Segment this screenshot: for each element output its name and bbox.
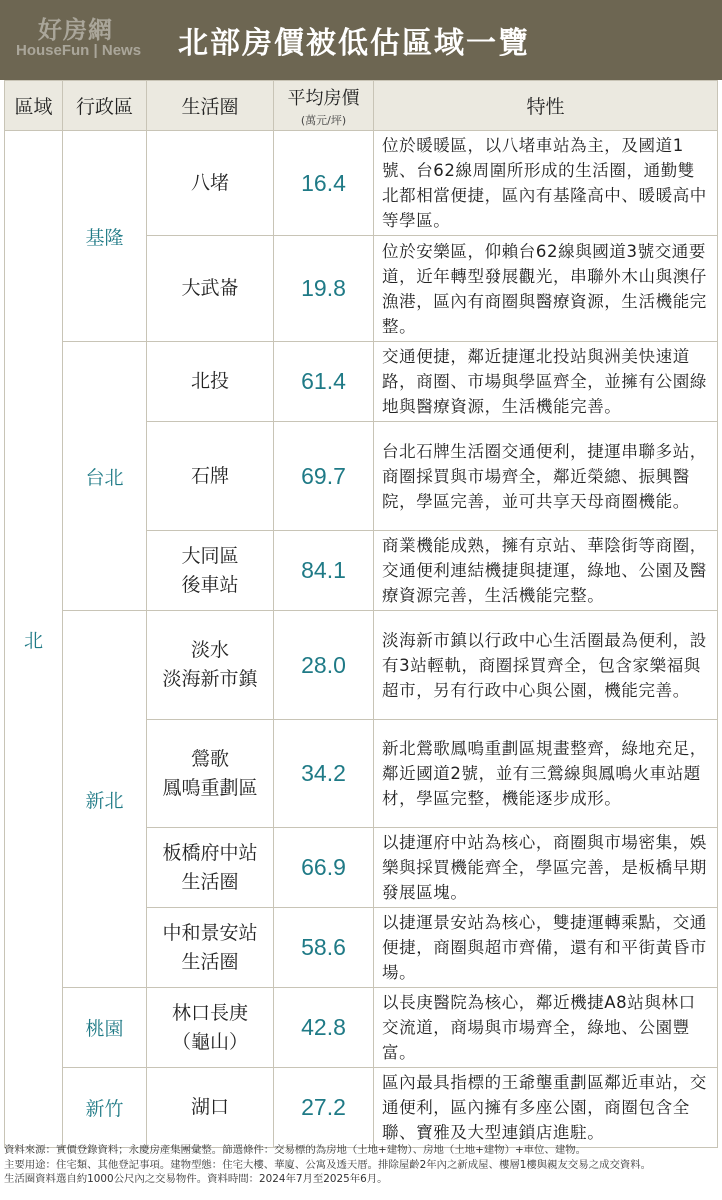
area-cell [147, 908, 274, 988]
area-line-1: 林口長庚 [171, 1001, 248, 1024]
features-cell: 以長庚醫院為核心，鄰近機捷A8站與林口交流道，商場與市場齊全，綠地、公園豐富。 [374, 988, 718, 1068]
area-line-1: 中和景安站 [162, 921, 258, 944]
district-cell-taoyuan: 桃園 [63, 988, 147, 1068]
features-cell: 區內最具指標的王爺壟重劃區鄰近車站，交通便利，區內擁有多座公園，商圈包含全聯、寶雅及大型連鎖店進駐。 [374, 1068, 718, 1148]
region-cell: 北 [5, 131, 63, 1148]
logo-chinese-text: 好房網 [38, 16, 113, 44]
price-cell: 16.4 [274, 131, 374, 236]
district-cell-keelung: 基隆 [63, 131, 147, 342]
price-cell: 19.8 [274, 236, 374, 342]
column-header-area: 生活圈 [147, 81, 274, 131]
page-title: 北部房價被低估區域一覽 [178, 26, 530, 61]
area-cell [147, 828, 274, 908]
source-note-line: 主要用途：住宅類、其他登記事項。建物型態：住宅大樓、華廈、公寓及透天厝。排除屋齡2年內之新成屋、樓層1樓與親友交易之成交資料。 [4, 1158, 652, 1171]
area-line-2: （龜山） [171, 1030, 248, 1053]
district-cell-hsinchu: 新竹 [63, 1068, 147, 1148]
table-header-row [5, 81, 718, 131]
price-cell: 58.6 [274, 908, 374, 988]
area-line-2: 淡海新市鎮 [162, 668, 258, 690]
features-cell: 商業機能成熟，擁有京站、華陰街等商圈，交通便利連結機捷與捷運，綠地、公園及醫療資源完善，生活機能完整。 [374, 531, 718, 611]
district-cell-newtaipei: 新北 [63, 611, 147, 988]
area-cell [147, 720, 274, 828]
column-header-district: 行政區 [63, 81, 147, 131]
page-header [0, 0, 722, 80]
area-line-1: 鶯歌 [190, 747, 229, 770]
features-cell: 交通便捷，鄰近捷運北投站與洲美快速道路，商圈、市場與學區齊全，並擁有公園綠地與醫療資源，生活機能完善。 [374, 342, 718, 422]
area-line-1: 板橋府中站 [162, 841, 258, 864]
price-cell: 66.9 [274, 828, 374, 908]
price-cell: 84.1 [274, 531, 374, 611]
price-cell: 27.2 [274, 1068, 374, 1148]
logo-english-text: HouseFun | News [16, 42, 142, 59]
price-cell: 42.8 [274, 988, 374, 1068]
features-cell: 淡海新市鎮以行政中心生活圈最為便利，設有3站輕軌，商圈採買齊全，包含家樂福與超市，另有行政中心與公園，機能完善。 [374, 611, 718, 720]
area-line-2: 生活圈 [181, 870, 239, 893]
source-notes [4, 1143, 718, 1187]
source-note-line: 生活圈資料選自約1000公尺內之交易物件。資料時間：2024年7月至2025年6月。 [4, 1173, 388, 1186]
price-cell: 69.7 [274, 422, 374, 531]
column-header-features: 特性 [374, 81, 718, 131]
area-cell: 八堵 [147, 131, 274, 236]
area-cell: 大武崙 [147, 236, 274, 342]
area-line-2: 後車站 [181, 573, 239, 596]
table-row [5, 131, 718, 236]
district-cell-taipei: 台北 [63, 342, 147, 611]
price-header-label: 平均房價 [287, 87, 360, 109]
area-cell: 石牌 [147, 422, 274, 531]
features-cell: 以捷運景安站為核心，雙捷運轉乘點，交通便捷，商圈與超市齊備，還有和平街黃昏市場。 [374, 908, 718, 988]
area-cell [147, 611, 274, 720]
features-cell: 位於暖暖區，以八堵車站為主，及國道1號、台62線周圍所形成的生活圈，通勤雙北都相當便捷，區內有基隆高中、暖暖高中等學區。 [374, 131, 718, 236]
features-cell: 台北石牌生活圈交通便利，捷運串聯多站，商圈採買與市場齊全，鄰近榮總、振興醫院，學區完善，並可共享天母商圈機能。 [374, 422, 718, 531]
area-cell: 北投 [147, 342, 274, 422]
area-cell [147, 988, 274, 1068]
column-header-region: 區域 [5, 81, 63, 131]
features-cell: 以捷運府中站為核心，商圈與市場密集，娛樂與採買機能齊全，學區完善，是板橋早期發展區塊。 [374, 828, 718, 908]
price-cell: 34.2 [274, 720, 374, 828]
price-header-unit: (萬元/坪) [300, 113, 347, 127]
table-row [5, 988, 718, 1068]
table-row [5, 611, 718, 720]
source-note-line: 資料來源：實價登錄資料；永慶房產集團彙整。篩選條件：交易標的為房地（土地+建物）、房地（土地+建物）+車位、建物。 [4, 1144, 587, 1156]
housefun-logo [8, 8, 168, 68]
price-cell: 61.4 [274, 342, 374, 422]
table-row [5, 342, 718, 422]
area-line-1: 淡水 [190, 639, 229, 661]
price-table [4, 80, 718, 1148]
area-cell [147, 531, 274, 611]
area-cell: 湖口 [147, 1068, 274, 1148]
table-row [5, 1068, 718, 1148]
area-line-2: 鳳鳴重劃區 [162, 776, 258, 799]
area-line-2: 生活圈 [181, 950, 239, 973]
column-header-price [274, 81, 374, 131]
features-cell: 新北鶯歌鳳鳴重劃區規畫整齊，綠地充足，鄰近國道2號，並有三鶯線與鳳鳴火車站題材，學區完整，機能逐步成形。 [374, 720, 718, 828]
area-line-1: 大同區 [181, 544, 239, 567]
features-cell: 位於安樂區，仰賴台62線與國道3號交通要道，近年轉型發展觀光，串聯外木山與澳仔漁港，區內有商圈與醫療資源，生活機能完整。 [374, 236, 718, 342]
price-cell: 28.0 [274, 611, 374, 720]
